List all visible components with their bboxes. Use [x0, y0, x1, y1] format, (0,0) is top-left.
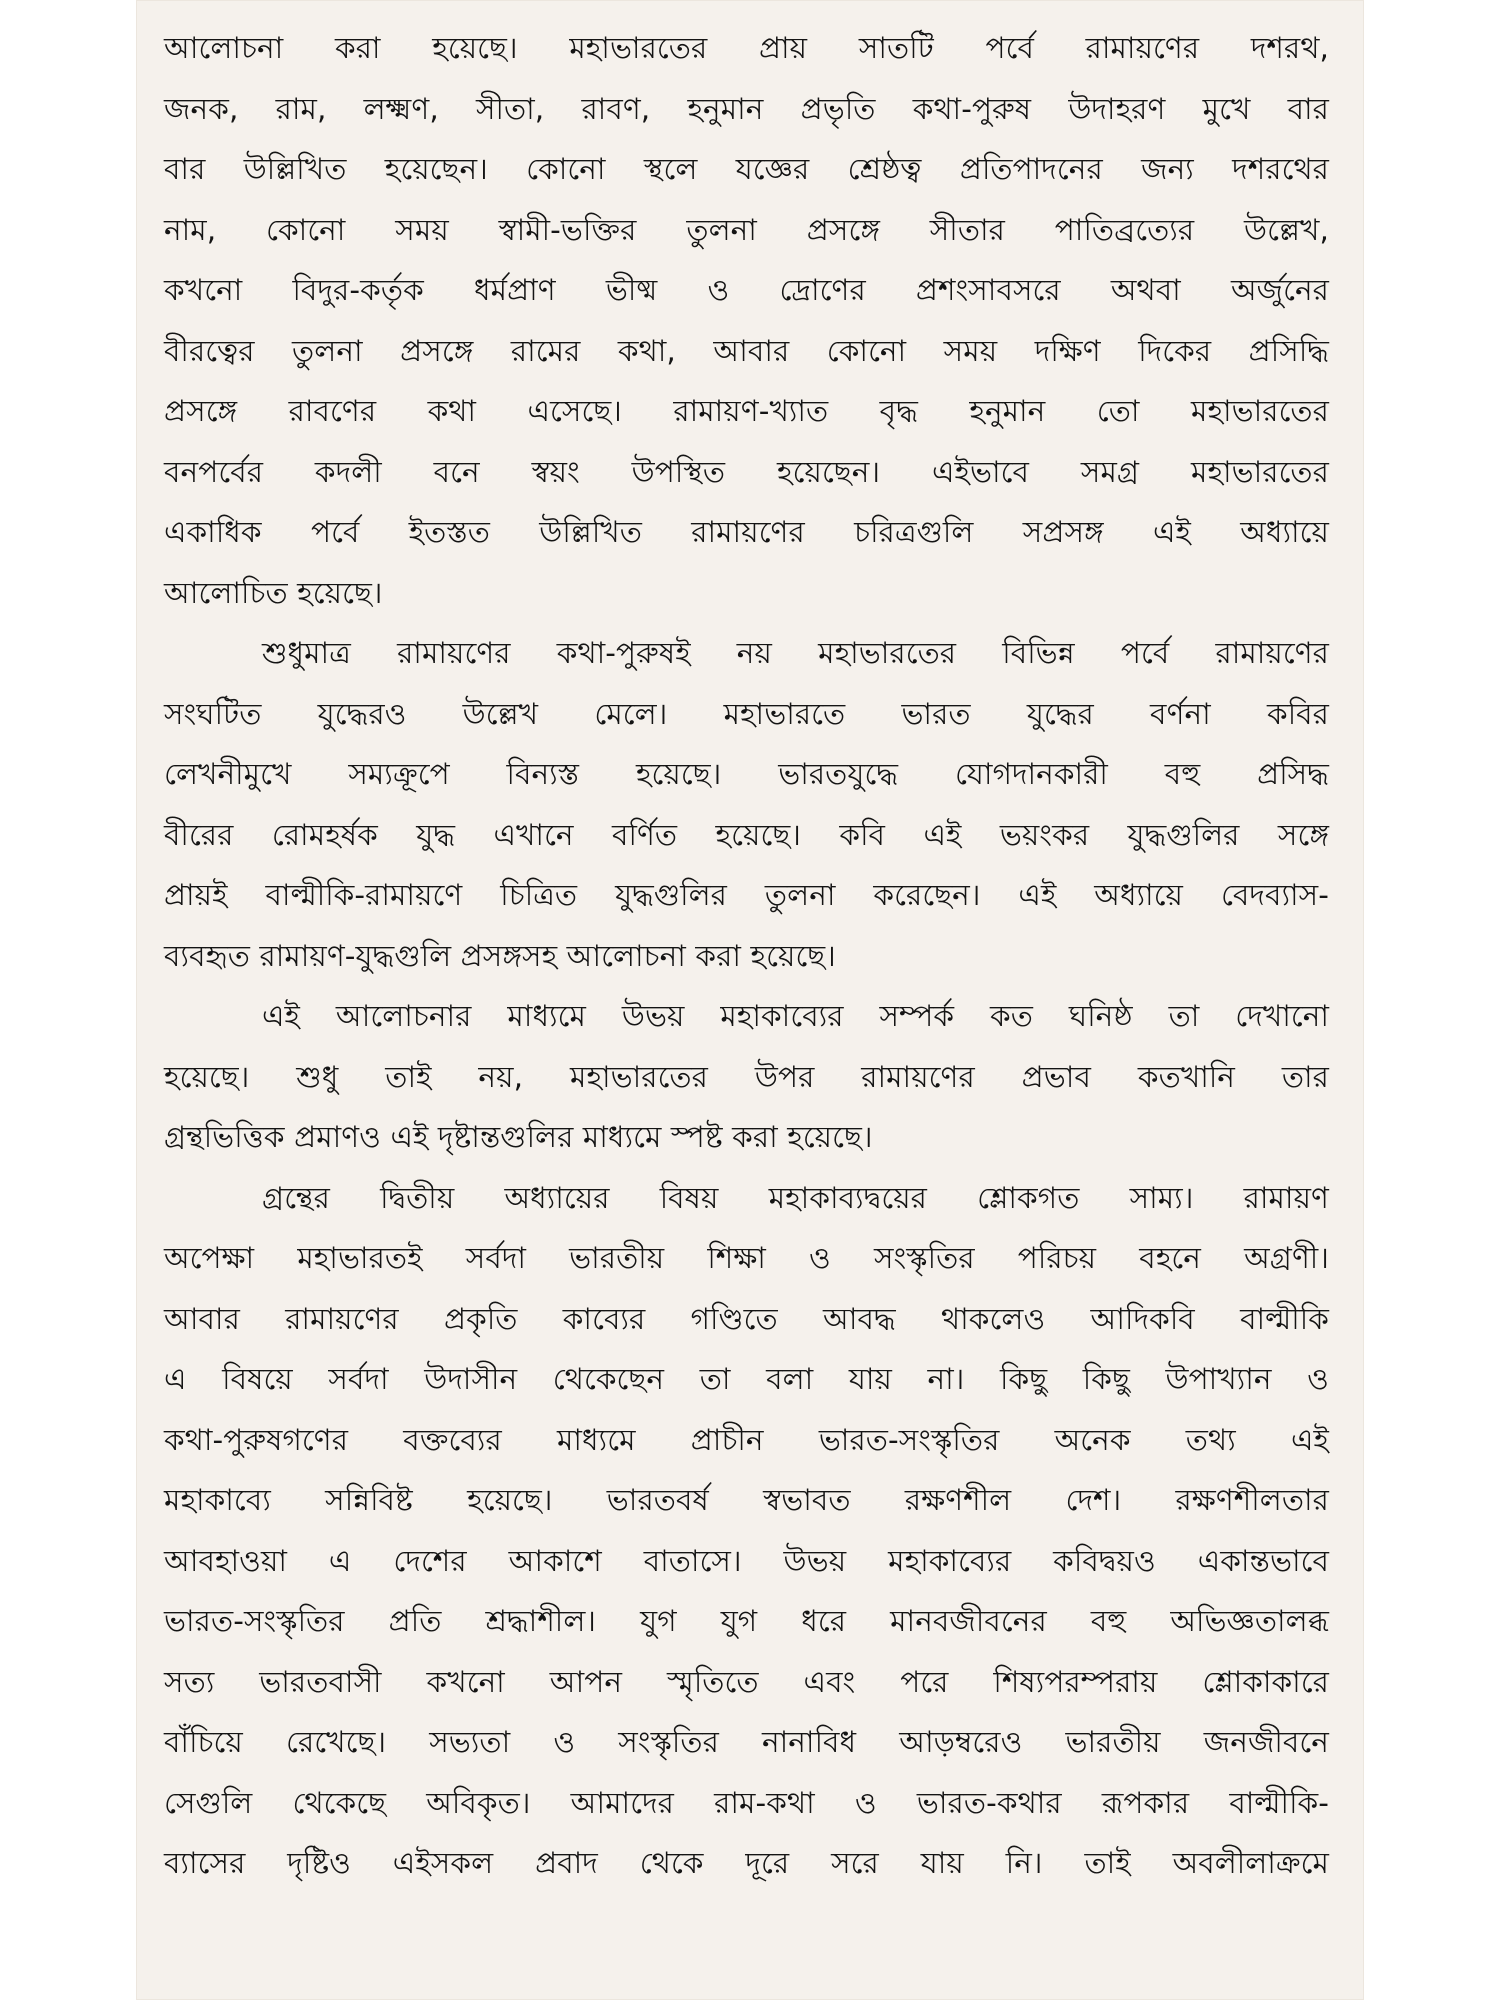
text-line: সেগুলি থেকেছে অবিকৃত। আমাদের রাম-কথা ও ভারত-কথার রূপকার বাল্মীকি-: [164, 1785, 1329, 1820]
text-line: লেখনীমুখে সম্যক্রূপে বিন্যস্ত হয়েছে। ভারতযুদ্ধে যোগদানকারী বহু প্রসিদ্ধ: [164, 757, 1329, 791]
text-line: গ্রন্থের দ্বিতীয় অধ্যায়ের বিষয় মহাকাব্যদ্বয়ের শ্লোকগত সাম্য। রামায়ণ: [262, 1180, 1329, 1215]
text-line: সত্য ভারতবাসী কখনো আপন স্মৃতিতে এবং পরে শিষ্যপরম্পরায় শ্লোকাকারে: [164, 1664, 1329, 1699]
text-line: কথা-পুরুষগণের বক্তব্যের মাধ্যমে প্রাচীন ভারত-সংস্কৃতির অনেক তথ্য এই: [164, 1422, 1329, 1457]
text-line: প্রায়ই বাল্মীকি-রামায়ণে চিত্রিত যুদ্ধগুলির তুলনা করেছেন। এই অধ্যায়ে বেদব্যাস-: [164, 878, 1329, 912]
paragraph: [164, 18, 1329, 623]
text-line: ভারত-সংস্কৃতির প্রতি শ্রদ্ধাশীল। যুগ যুগ ধরে মানবজীবনের বহু অভিজ্ঞতালব্ধ: [164, 1604, 1329, 1638]
body-text: [164, 18, 1329, 1894]
text-line: ব্যাসের দৃষ্টিও এইসকল প্রবাদ থেকে দূরে সরে যায় নি। তাই অবলীলাক্রমে: [164, 1846, 1329, 1880]
text-line: এই আলোচনার মাধ্যমে উভয় মহাকাব্যের সম্পর্ক কত ঘনিষ্ঠ তা দেখানো: [262, 999, 1329, 1033]
text-line: একাধিক পর্বে ইতস্তত উল্লিখিত রামায়ণের চরিত্রগুলি সপ্রসঙ্গ এই অধ্যায়ে: [164, 515, 1329, 549]
paragraph: [164, 1168, 1329, 1894]
text-line: বাঁচিয়ে রেখেছে। সভ্যতা ও সংস্কৃতির নানাবিধ আড়ম্বরেও ভারতীয় জনজীবনে: [164, 1725, 1329, 1759]
text-line: অপেক্ষা মহাভারতই সর্বদা ভারতীয় শিক্ষা ও সংস্কৃতির পরিচয় বহনে অগ্রণী।: [164, 1241, 1329, 1275]
text-line: শুধুমাত্র রামায়ণের কথা-পুরুষই নয় মহাভারতের বিভিন্ন পর্বে রামায়ণের: [262, 636, 1329, 670]
text-line: বার উল্লিখিত হয়েছেন। কোনো স্থলে যজ্ঞের শ্রেষ্ঠত্ব প্রতিপাদনের জন্য দশরথের: [164, 152, 1329, 186]
text-line: নাম, কোনো সময় স্বামী-ভক্তির তুলনা প্রসঙ্গে সীতার পাতিব্রত্যের উল্লেখ,: [164, 212, 1329, 247]
text-line: জনক, রাম, লক্ষ্মণ, সীতা, রাবণ, হনুমান প্রভৃতি কথা-পুরুষ উদাহরণ মুখে বার: [164, 91, 1329, 126]
paragraph: [164, 623, 1329, 986]
text-line: আলোচনা করা হয়েছে। মহাভারতের প্রায় সাতটি পর্বে রামায়ণের দশরথ,: [164, 31, 1329, 65]
text-line: বীরের রোমহর্ষক যুদ্ধ এখানে বর্ণিত হয়েছে। কবি এই ভয়ংকর যুদ্ধগুলির সঙ্গে: [164, 817, 1329, 852]
text-line: আবার রামায়ণের প্রকৃতি কাব্যের গণ্ডিতে আবদ্ধ থাকলেও আদিকবি বাল্মীকি: [164, 1301, 1329, 1336]
text-line: সংঘটিত যুদ্ধেরও উল্লেখ মেলে। মহাভারতে ভারত যুদ্ধের বর্ণনা কবির: [164, 696, 1329, 731]
text-line: ব্যবহৃত রামায়ণ-যুদ্ধগুলি প্রসঙ্গসহ আলোচনা করা হয়েছে।: [164, 938, 836, 973]
text-line: এ বিষয়ে সর্বদা উদাসীন থেকেছেন তা বলা যায় না। কিছু কিছু উপাখ্যান ও: [164, 1362, 1329, 1396]
text-line: আবহাওয়া এ দেশের আকাশে বাতাসে। উভয় মহাকাব্যের কবিদ্বয়ও একান্তভাবে: [164, 1543, 1329, 1578]
paragraph: [164, 986, 1329, 1168]
text-line: বীরত্বের তুলনা প্রসঙ্গে রামের কথা, আবার কোনো সময় দক্ষিণ দিকের প্রসিদ্ধি: [164, 333, 1329, 368]
text-line: বনপর্বের কদলী বনে স্বয়ং উপস্থিত হয়েছেন। এইভাবে সমগ্র মহাভারতের: [164, 454, 1329, 489]
text-line: হয়েছে। শুধু তাই নয়, মহাভারতের উপর রামায়ণের প্রভাব কতখানি তার: [164, 1059, 1329, 1094]
text-line: গ্রন্থভিত্তিক প্রমাণও এই দৃষ্টান্তগুলির মাধ্যমে স্পষ্ট করা হয়েছে।: [164, 1120, 873, 1154]
text-line: আলোচিত হয়েছে।: [164, 575, 383, 610]
text-line: মহাকাব্যে সন্নিবিষ্ট হয়েছে। ভারতবর্ষ স্বভাবত রক্ষণশীল দেশ। রক্ষণশীলতার: [164, 1483, 1329, 1517]
text-line: কখনো বিদুর-কর্তৃক ধর্মপ্রাণ ভীষ্ম ও দ্রোণের প্রশংসাবসরে অথবা অর্জুনের: [164, 273, 1329, 307]
text-line: প্রসঙ্গে রাবণের কথা এসেছে। রামায়ণ-খ্যাত বৃদ্ধ হনুমান তো মহাভারতের: [164, 394, 1329, 428]
